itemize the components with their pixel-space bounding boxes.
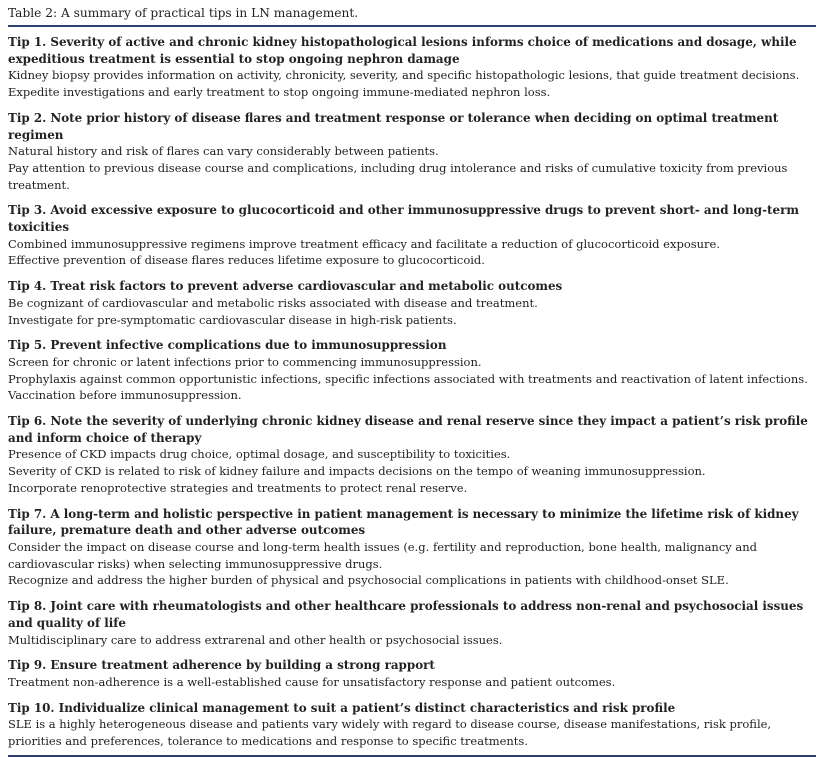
tip-item bbox=[8, 337, 816, 404]
tip-item bbox=[8, 278, 816, 328]
tip-title: Tip 4. Treat risk factors to prevent adverse cardiovascular and metabolic outcomes bbox=[8, 279, 563, 294]
tip-item bbox=[8, 598, 816, 648]
tip-detail-line: Treatment non-adherence is a well-established cause for unsatisfactory response and patient outcomes. bbox=[8, 674, 616, 689]
tip-detail-line: Investigate for pre-symptomatic cardiovascular disease in high-risk patients. bbox=[8, 312, 457, 327]
tip-detail-line: Screen for chronic or latent infections prior to commencing immunosuppression. bbox=[8, 354, 482, 369]
table-caption: Table 2: A summary of practical tips in LN management. bbox=[8, 6, 359, 20]
tip-title: Tip 10. Individualize clinical management to suit a patient’s distinct characteristics and risk profile bbox=[8, 700, 676, 715]
tip-title: Tip 7. A long-term and holistic perspective in patient management is necessary to minimize the lifetime risk of kidney failure, premature death and other adverse outcomes bbox=[8, 506, 799, 538]
tip-title: Tip 1. Severity of active and chronic kidney histopathological lesions informs choice of medications and dosage, while expeditious treatment is essential to stop ongoing nephron damage bbox=[8, 35, 797, 66]
tip-title: Tip 8. Joint care with rheumatologists and other healthcare professionals to address non-renal and psychosocial issues and quality of life bbox=[8, 599, 804, 630]
tip-detail-line: Recognize and address the higher burden of physical and psychosocial complications in patients with childhood-onset SLE. bbox=[8, 573, 729, 588]
tip-detail-line: Prophylaxis against common opportunistic infections, specific infections associated with treatments and reactivation of latent infections. bbox=[8, 371, 808, 386]
tip-detail-line: Natural history and risk of flares can vary considerably between patients. bbox=[8, 144, 439, 159]
tip-detail-line: Pay attention to previous disease course and complications, including drug intolerance and risks of cumulative toxicity from previous treatment. bbox=[8, 160, 788, 192]
tip-detail-line: Consider the impact on disease course and long-term health issues (e.g. fertility and reproduction, bone health, malignancy and cardiovascular risks) when selecting immunosuppressive drugs. bbox=[8, 539, 758, 571]
tip-title: Tip 3. Avoid excessive exposure to glucocorticoid and other immunosuppressive drugs to prevent short- and long-term toxicities bbox=[8, 203, 799, 235]
tip-detail-line: Kidney biopsy provides information on activity, chronicity, severity, and specific histopathologic lesions, that guide treatment decisions. bbox=[8, 68, 800, 83]
tip-detail-line: Be cognizant of cardiovascular and metabolic risks associated with disease and treatment. bbox=[8, 295, 538, 310]
summary-table bbox=[8, 0, 816, 757]
tip-item bbox=[8, 34, 816, 101]
tip-title: Tip 6. Note the severity of underlying chronic kidney disease and renal reserve since they impact a patient’s risk profile and inform choice of therapy bbox=[8, 414, 808, 445]
tips-list bbox=[8, 27, 816, 750]
tip-detail-line: Severity of CKD is related to risk of kidney failure and impacts decisions on the tempo of weaning immunosuppression. bbox=[8, 464, 706, 479]
tip-detail-line: Combined immunosuppressive regimens improve treatment efficacy and facilitate a reduction of glucocorticoid exposure. bbox=[8, 236, 721, 251]
tip-title: Tip 9. Ensure treatment adherence by building a strong rapport bbox=[8, 658, 435, 673]
tip-title: Tip 5. Prevent infective complications due to immunosuppression bbox=[8, 338, 447, 353]
tip-detail-line: Expedite investigations and early treatment to stop ongoing immune-mediated nephron loss. bbox=[8, 85, 551, 100]
tip-item bbox=[8, 506, 816, 590]
tip-detail-line: SLE is a highly heterogeneous disease and patients vary widely with regard to disease course, disease manifestations, risk profile, priorities and preferences, tolerance to medications and response to specific treatments. bbox=[8, 717, 772, 749]
tip-item bbox=[8, 700, 816, 750]
tip-item bbox=[8, 202, 816, 269]
tip-item bbox=[8, 413, 816, 497]
tip-item bbox=[8, 110, 816, 194]
tip-detail-line: Multidisciplinary care to address extrarenal and other health or psychosocial issues. bbox=[8, 632, 503, 647]
tip-detail-line: Presence of CKD impacts drug choice, optimal dosage, and susceptibility to toxicities. bbox=[8, 447, 511, 462]
tip-detail-line: Vaccination before immunosuppression. bbox=[8, 388, 242, 403]
tip-detail-line: Effective prevention of disease flares reduces lifetime exposure to glucocorticoid. bbox=[8, 253, 485, 268]
tip-item bbox=[8, 657, 816, 690]
tip-detail-line: Incorporate renoprotective strategies and treatments to protect renal reserve. bbox=[8, 480, 468, 495]
tip-title: Tip 2. Note prior history of disease flares and treatment response or tolerance when deciding on optimal treatment regimen bbox=[8, 110, 779, 142]
table-bottom-rule bbox=[8, 755, 816, 757]
